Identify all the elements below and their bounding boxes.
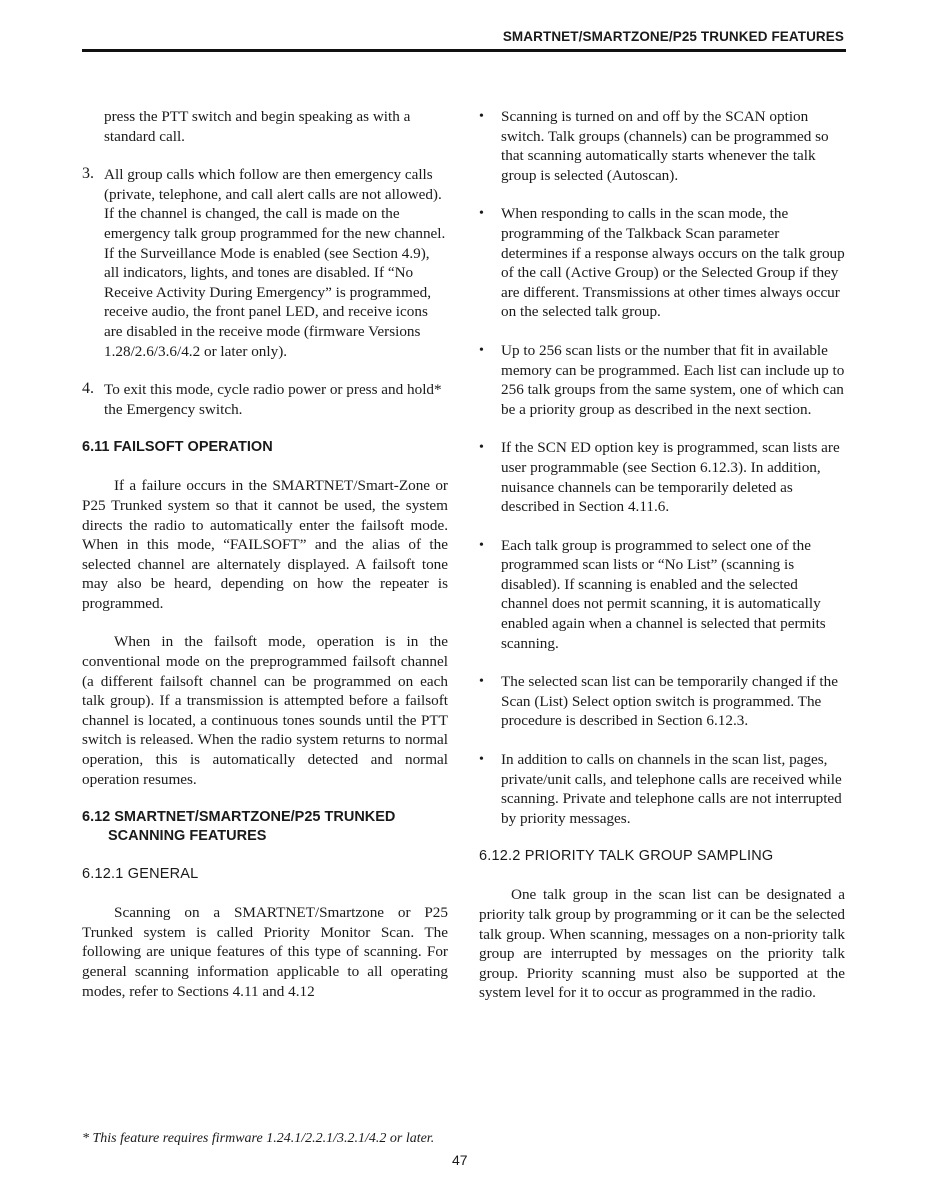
bullet-icon: •: [479, 752, 484, 768]
bullet-text: If the SCN ED option key is programmed, scan lists are user programmable (see Section 6.12.3). In addition, nuisance channels can be temporarily deleted as described in Section 4.11.6.: [501, 439, 840, 516]
paragraph: When in the failsoft mode, operation is in the conventional mode on the preprogrammed failsoft channel (a different failsoft channel can be programmed on each talk group). If a transmission is attempted before a failsoft channel is located, a continuous tones sounds until the PTT switch is released. When the radio system returns to normal operation, this is automatically detected and normal operation resumes.: [82, 633, 448, 788]
bullet-item: [479, 536, 845, 654]
bullet-icon: •: [479, 109, 484, 124]
list-continuation: press the PTT switch and begin speaking as with a standard call.: [104, 108, 411, 145]
paragraph: Scanning on a SMARTNET/Smartzone or P25 Trunked system is called Priority Monitor Scan. The following are unique features of this type of scanning. For general scanning information applicable to all operating modes, refer to Sections 4.11 and 4.12: [82, 904, 448, 1000]
bullet-text: The selected scan list can be temporarily changed if the Scan (List) Select option switch is programmed. The procedure is described in Section 6.12.3.: [501, 673, 838, 730]
bullet-item: [479, 672, 845, 731]
bullet-icon: •: [479, 537, 484, 553]
left-column: [82, 107, 448, 1001]
bullet-item: [479, 107, 845, 185]
bullet-item: [479, 438, 845, 516]
heading-line: SCANNING FEATURES: [108, 828, 267, 845]
list-item-4: [82, 380, 448, 419]
page-number: 47: [452, 1152, 468, 1168]
bullet-icon: •: [479, 440, 484, 456]
paragraph: If a failure occurs in the SMARTNET/Smart-Zone or P25 Trunked system so that it cannot be used, the system directs the radio to automatically enter the failsoft mode. When in this mode, “FAILSOFT” and the alias of the selected channel are alternately displayed. A failsoft tone may also be heard, depending on how the repeater is programmed.: [82, 477, 448, 612]
bullet-icon: •: [479, 342, 484, 358]
paragraph: One talk group in the scan list can be designated a priority talk group by programming or it can be the selected talk group. When scanning, messages on a non-priority talk group are interrupted by messages on the priority talk group. Priority scanning must also be supported at the system level for it to occur as programmed in the radio.: [479, 886, 845, 1002]
list-item-text: All group calls which follow are then emergency calls (private, telephone, and call alert calls are not allowed). If the channel is changed, the call is made on the emergency talk group programmed for the new channel. If the Surveillance Mode is enabled (see Section 4.9), all indicators, lights, and tones are disabled. If “No Receive Activity During Emergency” is programmed, receive audio, the front panel LED, and receive icons are disabled in the receive mode (firmware Versions 1.28/2.6/3.6/4.2 or later only).: [104, 166, 446, 360]
bullet-item: [479, 341, 845, 419]
section-heading-6-12: [82, 808, 448, 846]
subsection-heading-6-12-1: 6.12.1 GENERAL: [82, 866, 199, 883]
bullet-text: When responding to calls in the scan mode, the programming of the Talkback Scan parameter determines if a response always occurs on the talk group of the call (Active Group) or the Selected Group if they are different. Transmissions at other times always occur on the selected talk group.: [501, 205, 845, 321]
list-number: 3.: [82, 165, 94, 183]
subsection-heading-6-12-2: 6.12.2 PRIORITY TALK GROUP SAMPLING: [479, 848, 774, 865]
list-item-text: To exit this mode, cycle radio power or press and hold* the Emergency switch.: [104, 381, 442, 418]
header-rule: [82, 49, 846, 52]
running-header: SMARTNET/SMARTZONE/P25 TRUNKED FEATURES: [502, 29, 844, 44]
heading-line: 6.12 SMARTNET/SMARTZONE/P25 TRUNKED: [82, 809, 396, 826]
section-heading-6-11: 6.11 FAILSOFT OPERATION: [82, 439, 273, 456]
bullet-text: In addition to calls on channels in the scan list, pages, private/unit calls, and telephone calls are received while scanning. Private and telephone calls are not interrupted by priority messages.: [501, 751, 842, 827]
bullet-item: [479, 750, 845, 828]
bullet-item: [479, 204, 845, 322]
bullet-text: Up to 256 scan lists or the number that fit in available memory can be programmed. Each list can include up to 256 talk groups from the same system, one of which can be a priority group as described in the next section.: [501, 341, 845, 418]
bullet-icon: •: [479, 674, 484, 690]
bullet-icon: •: [479, 206, 484, 222]
bullet-text: Each talk group is programmed to select one of the programmed scan lists or “No List” (scanning is disabled). If scanning is enabled and the selected channel does not permit scanning, it is automatically enabled again when a channel is selected that permits scanning.: [501, 536, 826, 652]
list-item-3: [82, 165, 448, 361]
bullet-text: Scanning is turned on and off by the SCAN option switch. Talk groups (channels) can be programmed so that scanning automatically starts whenever the talk group is selected (Autoscan).: [501, 108, 829, 184]
list-number: 4.: [82, 380, 94, 398]
footnote: * This feature requires firmware 1.24.1/2.2.1/3.2.1/4.2 or later.: [82, 1131, 435, 1146]
right-column: [479, 107, 845, 1003]
